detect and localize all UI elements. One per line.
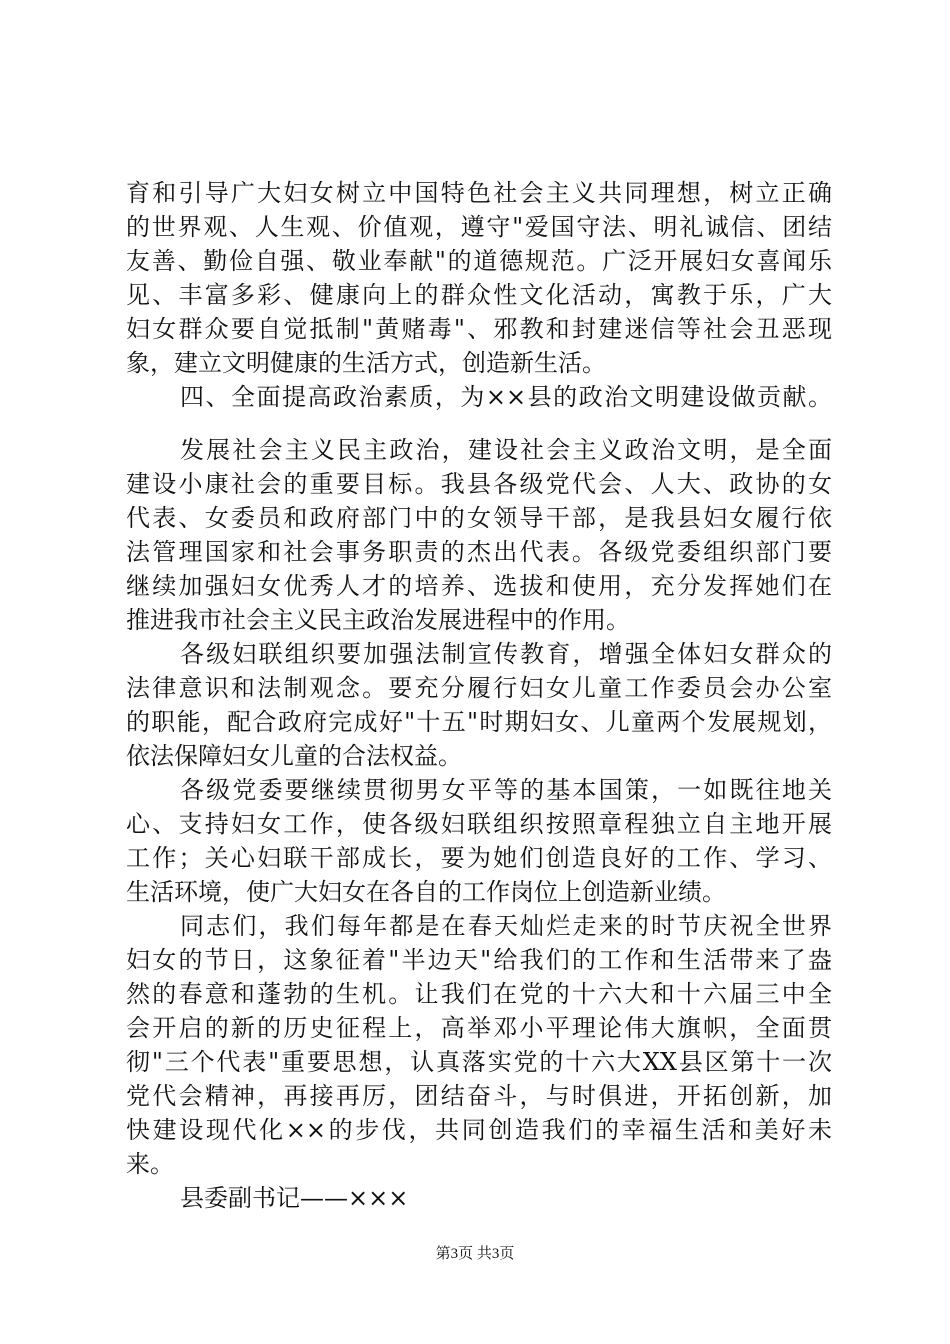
text-line: 生活环境，使广大妇女在各自的工作岗位上创造新业绩。 (126, 878, 726, 906)
signature-line: 县委副书记——××× (180, 1184, 409, 1212)
page-number-footer: 第3页 共3页 (435, 1246, 515, 1262)
text-line: 推进我市社会主义民主政治发展进程中的作用。 (126, 606, 630, 634)
text-line: 的职能，配合政府完成好"十五"时期妇女、儿童两个发展规划， (126, 708, 832, 736)
text-line: 代表、女委员和政府部门中的女领导干部，是我县妇女履行依 (126, 504, 832, 532)
text-line: 建设小康社会的重要目标。我县各级党代会、人大、政协的女 (126, 470, 832, 498)
text-line: 心、支持妇女工作，使各级妇联组织按照章程独立自主地开展 (126, 810, 832, 838)
text-line: 党代会精神，再接再厉，团结奋斗，与时俱进，开拓创新，加 (126, 1082, 832, 1110)
text-line: 的世界观、人生观、价值观，遵守"爱国守法、明礼诚信、团结 (126, 213, 832, 241)
text-line: 象，建立文明健康的生活方式，创造新生活。 (126, 349, 606, 377)
text-line: 发展社会主义民主政治，建设社会主义政治文明，是全面 (180, 436, 832, 464)
text-line: 见、丰富多彩、健康向上的群众性文化活动，寓教于乐，广大 (126, 281, 832, 309)
text-line: 快建设现代化××的步伐，共同创造我们的幸福生活和美好未 (126, 1116, 832, 1144)
text-line: 然的春意和蓬勃的生机。让我们在党的十六大和十六届三中全 (126, 980, 832, 1008)
text-line: 育和引导广大妇女树立中国特色社会主义共同理想，树立正确 (126, 179, 832, 207)
text-line: 工作；关心妇联干部成长，要为她们创造良好的工作、学习、 (126, 844, 832, 872)
text-line: 妇女的节日，这象征着"半边天"给我们的工作和生活带来了盎 (126, 946, 832, 974)
section-heading: 四、全面提高政治素质，为××县的政治文明建设做贡献。 (180, 383, 832, 411)
text-line: 来。 (126, 1150, 174, 1178)
text-line: 继续加强妇女优秀人才的培养、选拔和使用，充分发挥她们在 (126, 572, 832, 600)
text-line: 同志们，我们每年都是在春天灿烂走来的时节庆祝全世界 (180, 912, 832, 940)
text-line: 妇女群众要自觉抵制"黄赌毒"、邪教和封建迷信等社会丑恶现 (126, 315, 832, 343)
text-line: 各级党委要继续贯彻男女平等的基本国策，一如既往地关 (180, 776, 832, 804)
text-line: 彻"三个代表"重要思想，认真落实党的十六大XX县区第十一次 (126, 1048, 832, 1076)
text-line: 法律意识和法制观念。要充分履行妇女儿童工作委员会办公室 (126, 674, 832, 702)
text-line: 友善、勤俭自强、敬业奉献"的道德规范。广泛开展妇女喜闻乐 (126, 247, 832, 275)
text-line: 会开启的新的历史征程上，高举邓小平理论伟大旗帜，全面贯 (126, 1014, 832, 1042)
text-line: 各级妇联组织要加强法制宣传教育，增强全体妇女群众的 (180, 640, 832, 668)
text-line: 法管理国家和社会事务职责的杰出代表。各级党委组织部门要 (126, 538, 832, 566)
text-line: 依法保障妇女儿童的合法权益。 (126, 742, 462, 770)
